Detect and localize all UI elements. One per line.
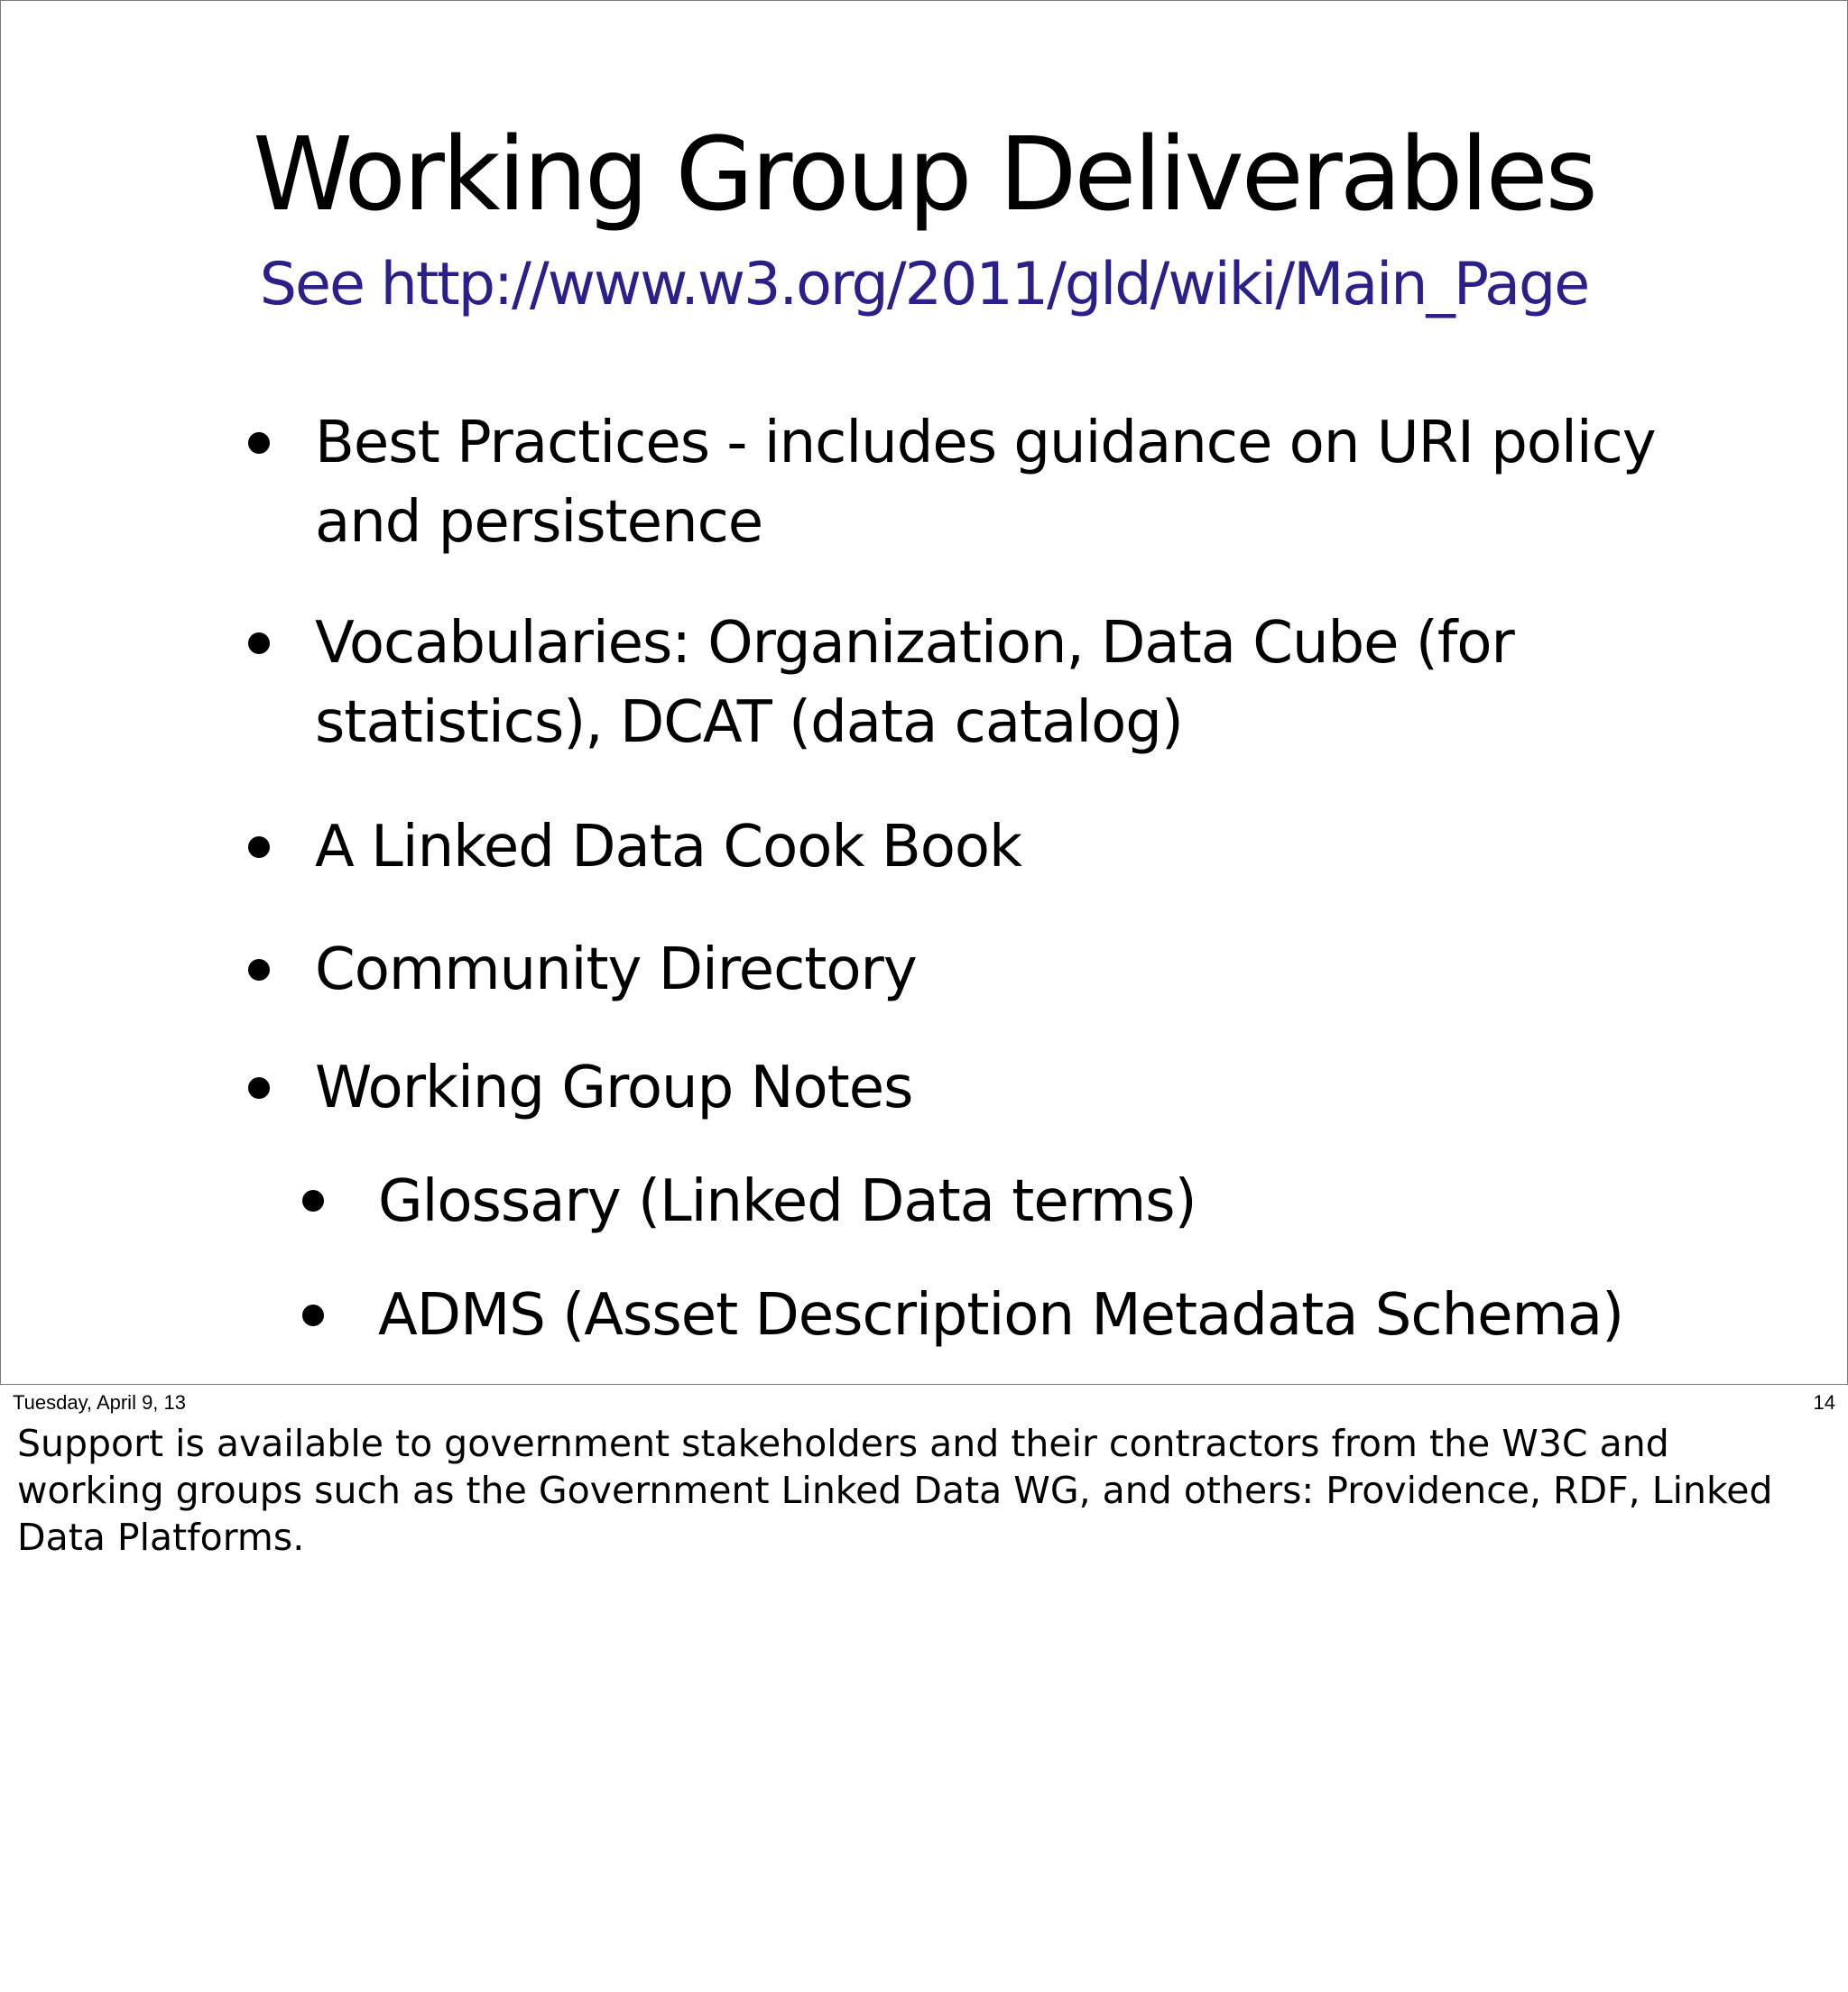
bullet-item-best-practices bbox=[315, 403, 1656, 562]
slide-subtitle-link[interactable] bbox=[1, 249, 1847, 321]
sub-bullet-item-glossary bbox=[378, 1162, 1197, 1241]
bullet-line: Community Directory bbox=[315, 936, 917, 1003]
bullet-line: and persistence bbox=[315, 489, 763, 556]
bullet-item-cook-book bbox=[315, 807, 1021, 887]
bullet-item-wg-notes bbox=[315, 1048, 912, 1128]
footer-page-number: 14 bbox=[1813, 1391, 1835, 1414]
speaker-notes: Support is available to government stakeholders and their contractors from the W3C and working groups such as the Government Linked Data WG, and others: Providence, RDF, Linked Data Platforms. bbox=[17, 1422, 1773, 1559]
bullet-line: Vocabularies: Organization, Data Cube (for bbox=[315, 610, 1514, 677]
bullet-dot bbox=[248, 836, 270, 858]
wiki-link[interactable]: See http://www.w3.org/2011/gld/wiki/Main_Page bbox=[259, 251, 1589, 318]
bullet-line: Glossary (Linked Data terms) bbox=[378, 1168, 1197, 1235]
slide-title: Working Group Deliverables bbox=[253, 116, 1595, 234]
bullet-line: statistics), DCAT (data catalog) bbox=[315, 689, 1183, 756]
bullet-item-community-directory bbox=[315, 930, 917, 1010]
sub-bullet-item-adms bbox=[378, 1276, 1623, 1355]
sub-bullet-dot bbox=[302, 1305, 324, 1326]
bullet-line: ADMS (Asset Description Metadata Schema) bbox=[378, 1282, 1624, 1349]
footer-date: Tuesday, April 9, 13 bbox=[13, 1391, 186, 1414]
bullet-line: A Linked Data Cook Book bbox=[315, 814, 1022, 881]
bullet-line: Best Practices - includes guidance on URI policy bbox=[315, 410, 1656, 476]
bullet-dot bbox=[248, 959, 270, 981]
bullet-item-vocabularies bbox=[315, 604, 1514, 762]
bullet-dot bbox=[248, 1077, 270, 1099]
sub-bullet-dot bbox=[302, 1190, 324, 1212]
bullet-dot bbox=[248, 432, 270, 454]
bullet-line: Working Group Notes bbox=[315, 1055, 913, 1121]
bullet-dot bbox=[248, 632, 270, 654]
